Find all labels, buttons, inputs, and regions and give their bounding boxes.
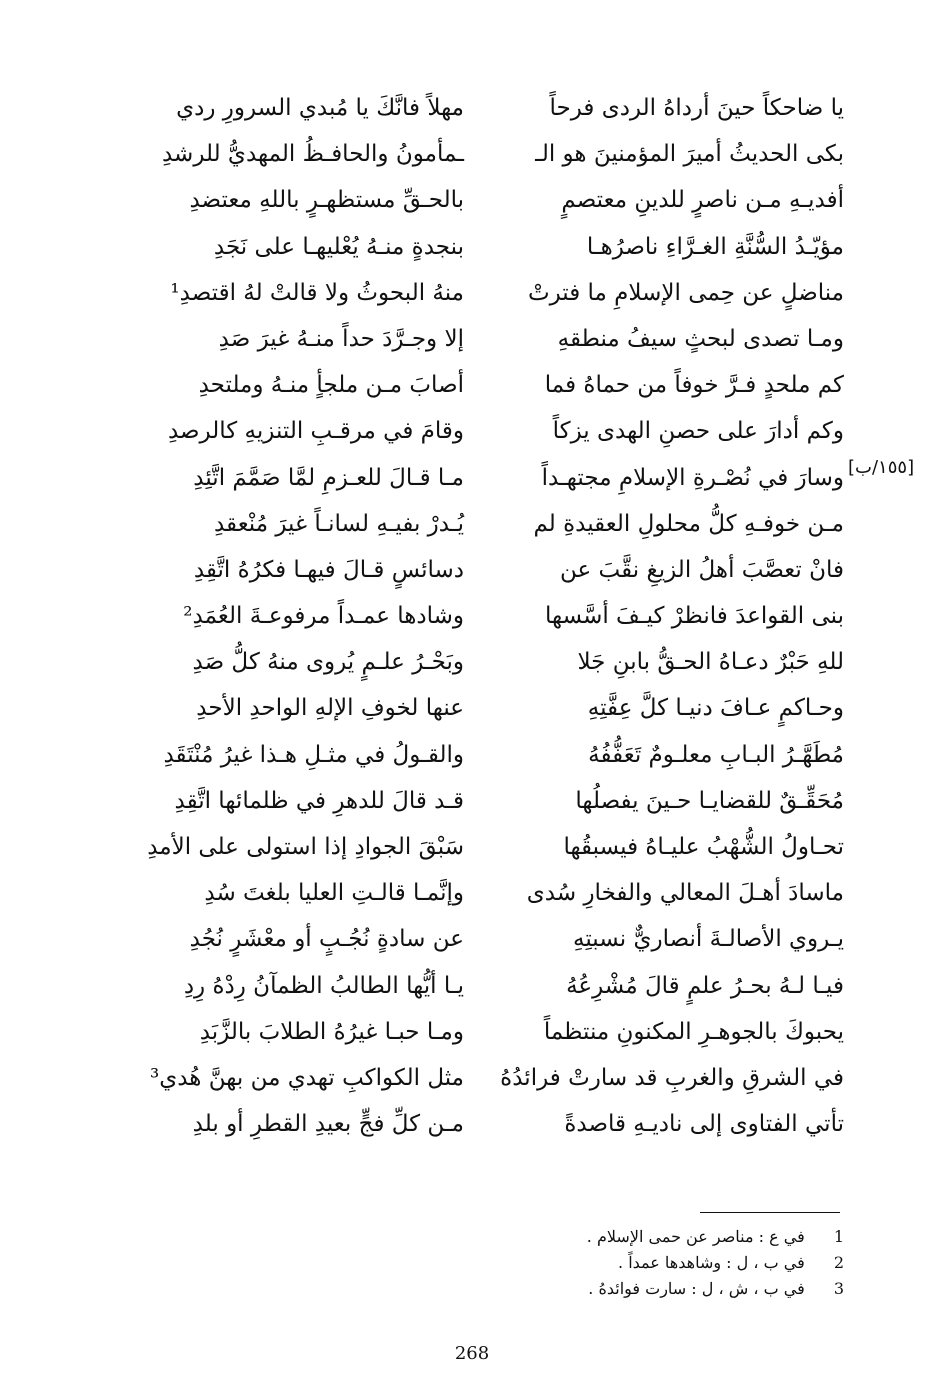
footnote — [444, 1276, 844, 1302]
second-hemistich: إلا وجـرَّدَ حداً منـهُ غيرَ صَدِ — [218, 325, 464, 352]
second-hemistich: وقامَ في مرقـبِ التنزيهِ كالرصدِ — [167, 418, 464, 445]
first-hemistich: يحبوكَ بالجوهـرِ المكنونِ منتظماً — [543, 1018, 844, 1045]
second-hemistich: والقـولُ في مثـلِ هـذا غيرُ مُنْتَقَدِ — [163, 741, 464, 768]
verse-line — [154, 131, 844, 177]
verse-line — [154, 270, 844, 316]
second-hemistich: مثل الكواكبِ تهدي من بهنَّ هُدي³ — [150, 1064, 464, 1091]
verse-line — [154, 778, 844, 824]
verse-line — [154, 316, 844, 362]
second-hemistich: وشادها عمـداً مرفوعـةَ العُمَدِ² — [183, 603, 464, 630]
footnote-separator — [700, 1212, 840, 1213]
verse-line — [147, 824, 844, 870]
footnote-text: في ب ، ل : وشاهدها عمداً . — [618, 1253, 805, 1272]
second-hemistich: وإنَّمـا قالـتِ العليا بلغتَ سُدِ — [204, 880, 464, 907]
first-hemistich: بنى القواعدَ فانظرْ كيـفَ أسَّسها — [544, 603, 844, 630]
footnote-number: 2 — [833, 1253, 844, 1272]
second-hemistich: يُـدرْ بفيـهِ لسانـاً غيرَ مُنْعقدِ — [213, 510, 464, 537]
first-hemistich: ماسادَ أهـلَ المعالي والفخارِ سُدى — [526, 880, 844, 907]
first-hemistich: مـن خوفـهِ كلُّ محلولِ العقيدةِ لم — [533, 510, 844, 537]
verse-line — [154, 501, 844, 547]
first-hemistich: مُطَهَّـرُ البـابِ معلـومٌ تَعَفُّفُهُ — [588, 741, 844, 768]
verse-line — [154, 85, 844, 131]
first-hemistich: وحـاكمٍ عـافَ دنيـا كلَّ عِفَّتِهِ — [587, 695, 844, 722]
footnote-text: في ب ، ش ، ل : سارت فوائدهُ . — [588, 1279, 805, 1298]
second-hemistich: مهلاً فانَّكَ يا مُبدي السرورِ ردي — [176, 95, 464, 121]
first-hemistich: ومـا تصدى لبحثٍ سيفُ منطقهِ — [557, 325, 844, 352]
first-hemistich: كم ملحدٍ فـرَّ خوفاً من حماهُ فما — [544, 372, 844, 399]
first-hemistich: تأتي الفتاوى إلى ناديـهِ قاصدةً — [564, 1111, 844, 1138]
first-hemistich: مُحَقِّـقٌ للقضايـا حـينَ يفصلُها — [575, 787, 844, 814]
second-hemistich: بنجدةٍ منـهُ يُعْليهـا على نَجَدِ — [213, 233, 464, 260]
verse-line — [154, 593, 844, 639]
second-hemistich: قـد قالَ للدهرِ في ظلمائها اتَّقِدِ — [174, 787, 464, 814]
second-hemistich: يـا أيُّها الطالبُ الظمآنُ رِدْهُ رِدِ — [183, 972, 464, 999]
second-hemistich: مـن كلِّ فجٍّ بعيدِ القطرِ أو بلدِ — [192, 1111, 464, 1138]
first-hemistich: تحـاولُ الشُّهْبُ عليـاهُ فيسبقُها — [563, 834, 844, 860]
first-hemistich: بكى الحديثُ أميرَ المؤمنينَ هو الـ — [535, 141, 844, 168]
verse-line — [154, 870, 844, 916]
poem — [147, 85, 844, 1147]
footnote-number: 1 — [833, 1227, 844, 1246]
manuscript-folio-marker: [١٥٥/ب] — [848, 457, 915, 478]
first-hemistich: فيـا لـهُ بحـرُ علمٍ قالَ مُشْرِعُهُ — [566, 972, 844, 999]
first-hemistich: مؤيّـدُ السُّنَّةِ الغـرَّاءِ ناصرُهـا — [586, 233, 844, 260]
verse-line — [154, 1101, 844, 1147]
second-hemistich: عنها لخوفِ الإلهِ الواحدِ الأحدِ — [196, 695, 464, 722]
second-hemistich: ـمأمونُ والحافـظُ المهديُّ للرشدِ — [161, 141, 464, 168]
verse-line — [154, 685, 844, 731]
first-hemistich: يا ضاحكاً حينَ أرداهُ الردى فرحاً — [549, 95, 844, 121]
verse-line — [154, 177, 844, 223]
first-hemistich: وسارَ في نُصْـرةِ الإسلامِ مجتهـداً — [541, 464, 844, 491]
verse-line — [154, 408, 844, 454]
first-hemistich: أفديـهِ مـن ناصرٍ للدينِ معتصمٍ — [561, 187, 844, 214]
second-hemistich: أصابَ مـن ملجأٍ منـهُ وملتحدِ — [198, 372, 464, 399]
verse-line — [154, 732, 844, 778]
footnote-text: في ع : مناصر عن حمى الإسلام . — [586, 1227, 805, 1246]
verse-line — [154, 1009, 844, 1055]
first-hemistich: فانْ تعصَّبَ أهلُ الزيغِ نقَّبَ عن — [560, 556, 844, 583]
second-hemistich: مـا قـالَ للعـزمِ لمَّا صَمَّمَ اتَّئِدِ — [193, 464, 464, 491]
footnote-number: 3 — [833, 1279, 844, 1298]
verse-line — [154, 547, 844, 593]
verse-line — [150, 1055, 844, 1101]
second-hemistich: دسائسٍ قـالَ فيهـا فكرُهُ اتَّقِدِ — [193, 556, 464, 583]
footnotes — [444, 1224, 844, 1302]
second-hemistich: منهُ البحوثُ ولا قالتْ لهُ اقتصدِ¹ — [170, 279, 464, 306]
first-hemistich: للهِ حَبْرٌ دعـاهُ الحـقُّ بابنِ جَلا — [577, 649, 844, 676]
verse-line — [154, 916, 844, 962]
verse-line — [154, 224, 844, 270]
verse-line — [154, 639, 844, 685]
second-hemistich: بالحـقِّ مستظهـرٍ باللهِ معتضدِ — [189, 187, 464, 214]
first-hemistich: وكم أدارَ على حصنِ الهدى يزكاً — [552, 418, 844, 445]
first-hemistich: مناضلٍ عن حِمى الإسلامِ ما فترتْ — [527, 279, 844, 306]
second-hemistich: عن سادةٍ نُجُـبٍ أو معْشَرٍ نُجُدِ — [189, 926, 464, 953]
page-number: 268 — [454, 1343, 490, 1364]
verse-line — [154, 455, 844, 501]
second-hemistich: وبَحْـرُ علـمٍ يُروى منهُ كلُّ صَدِ — [192, 649, 464, 676]
first-hemistich: في الشرقِ والغربِ قد سارتْ فرائدُهُ — [500, 1064, 844, 1091]
second-hemistich: سَبْقَ الجوادِ إذا استولى على الأمدِ — [147, 834, 464, 860]
second-hemistich: ومـا حبـا غيرُهُ الطلابَ بالزَّبَدِ — [199, 1018, 464, 1045]
footnote — [444, 1224, 844, 1250]
verse-line — [154, 362, 844, 408]
first-hemistich: يـروي الأصالـةَ أنصاريٌّ نسبتِهِ — [573, 926, 844, 953]
footnote — [444, 1250, 844, 1276]
verse-line — [154, 963, 844, 1009]
